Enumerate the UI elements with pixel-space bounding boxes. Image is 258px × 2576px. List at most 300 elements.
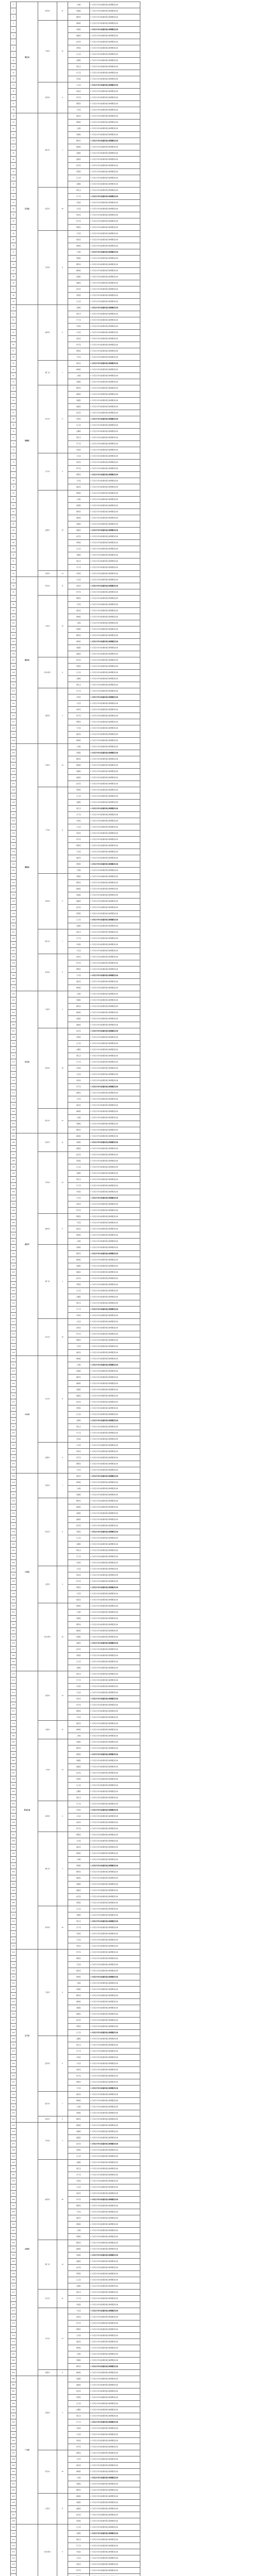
description-cell: 1.天河区沙河东街道防控区域调整的区域 (90, 2524, 140, 2531)
county-cell: 上城区 (68, 126, 90, 132)
county-cell: 鄞州区 (68, 1251, 90, 1257)
row-number-cell: 189 (11, 1164, 17, 1171)
row-number-cell: 238 (11, 1467, 17, 1473)
count-cell: 3 (57, 453, 68, 490)
county-cell: 岳麓区 (68, 305, 90, 311)
county-cell: 鼓楼区 (68, 899, 90, 905)
row-number-cell: 260 (11, 1603, 17, 1609)
county-cell: 南岗区 (68, 1943, 90, 1950)
description-cell: 1.天河区沙河东街道防控区域调整的区域 (90, 2184, 140, 2191)
county-cell: 锦江区 (68, 682, 90, 688)
county-cell: 姑苏区 (68, 534, 90, 540)
county-cell: 福田区 (68, 732, 90, 738)
county-cell: 天河区 (68, 725, 90, 732)
row-number-cell: 174 (11, 1072, 17, 1078)
row-number-cell: 271 (11, 1671, 17, 1677)
description-cell: 1.天河区沙河东街道防控区域调整的区域 (90, 688, 140, 694)
county-cell: 岳麓区 (68, 923, 90, 929)
description-cell: 1.天河区沙河东街道防控区域调整的区域 (90, 596, 140, 602)
row-number-cell: 126 (11, 775, 17, 781)
row-number-cell: 9 (11, 52, 17, 58)
county-cell: 小店区 (68, 1443, 90, 1449)
description-cell: 1.天河区沙河东街道防控区域调整的区域 (90, 2308, 140, 2314)
row-number-cell: 270 (11, 1665, 17, 1671)
city-cell: 长春市 (38, 744, 57, 787)
county-cell: 鄞州区 (68, 138, 90, 144)
table-row (11, 991, 140, 997)
description-cell: 1.天河区沙河东街道防控区域调整的区域 (90, 1164, 140, 1171)
county-cell: 朝阳区 (68, 472, 90, 478)
row-number-cell: 269 (11, 1659, 17, 1665)
county-cell: 天河区 (68, 1467, 90, 1473)
row-number-cell: 55 (11, 336, 17, 342)
county-cell: 市南区 (68, 200, 90, 206)
description-cell: 1.天河区沙河东街道防控区域调整的区域 (90, 404, 140, 410)
row-number-cell: 209 (11, 1288, 17, 1294)
row-number-cell: 16 (11, 95, 17, 101)
description-cell: 1.天河区沙河东街道防控区域调整的区域 (90, 218, 140, 225)
row-number-cell: 395 (11, 2438, 17, 2444)
city-cell: 太原市 (38, 2494, 57, 2524)
count-cell: 10 (57, 744, 68, 787)
county-cell: 历下区 (68, 1307, 90, 1313)
description-cell: 1.天河区沙河东街道防控区域调整的区域 (90, 1702, 140, 1708)
description-cell: 1.天河区沙河东街道防控区域调整的区域 (90, 732, 140, 738)
description-cell: 1.天河区沙河东街道防控区域调整的区域 (90, 2345, 140, 2351)
description-cell: 1.天河区沙河东街道防控区域调整的区域 (90, 2376, 140, 2382)
description-cell: 1.天河区沙河东街道防控区域调整的区域 (90, 385, 140, 392)
county-cell: 历下区 (68, 317, 90, 324)
county-cell: 市南区 (68, 324, 90, 330)
description-cell: 1.天河区沙河东街道防控区域调整的区域 (90, 1894, 140, 1900)
county-cell: 鼓楼区 (68, 33, 90, 39)
county-cell: 江汉区 (68, 793, 90, 800)
county-cell: 历下区 (68, 812, 90, 818)
description-cell: 1.天河区沙河东街道防控区域调整的区域 (90, 484, 140, 490)
county-cell: 鼓楼区 (68, 2135, 90, 2141)
county-cell: 南湖区 (68, 27, 90, 33)
description-cell: 1.天河区沙河东街道防控区域调整的区域 (90, 1337, 140, 1344)
row-number-cell: 256 (11, 1579, 17, 1585)
county-cell: 南湖区 (68, 2252, 90, 2259)
row-number-cell: 242 (11, 1492, 17, 1498)
county-cell: 南岗区 (68, 954, 90, 960)
row-number-cell: 57 (11, 348, 17, 354)
row-number-cell: 206 (11, 1269, 17, 1276)
row-number-cell: 357 (11, 2203, 17, 2209)
row-number-cell: 246 (11, 1517, 17, 1523)
row-number-cell: 180 (11, 1109, 17, 1115)
description-cell: 1.天河区沙河东街道防控区域调整的区域 (90, 237, 140, 243)
description-cell: 1.天河区沙河东街道防控区域调整的区域 (90, 8, 140, 14)
description-cell: 1.天河区沙河东街道防控区域调整的区域 (90, 633, 140, 639)
county-cell: 朝阳区 (68, 1832, 90, 1838)
row-number-cell: 90 (11, 552, 17, 558)
county-cell: 市南区 (68, 1313, 90, 1319)
description-cell: 1.天河区沙河东街道防控区域调整的区域 (90, 1072, 140, 1078)
description-cell: 1.天河区沙河东街道防控区域调整的区域 (90, 1004, 140, 1010)
row-number-cell: 314 (11, 1937, 17, 1943)
count-cell: 11 (57, 1721, 68, 1739)
count-cell: 6 (57, 2036, 68, 2092)
county-cell: 小店区 (68, 1195, 90, 1201)
county-cell: 朝阳区 (68, 1337, 90, 1344)
description-cell: 1.天河区沙河东街道防控区域调整的区域 (90, 410, 140, 416)
row-number-cell: 307 (11, 1894, 17, 1900)
description-cell: 1.天河区沙河东街道防控区域调整的区域 (90, 1535, 140, 1541)
county-cell: 鄞州区 (68, 1622, 90, 1628)
description-cell: 1.天河区沙河东街道防控区域调整的区域 (90, 89, 140, 95)
description-cell: 1.天河区沙河东街道防控区域调整的区域 (90, 398, 140, 404)
county-cell: 鄞州区 (68, 2364, 90, 2370)
county-cell: 禅城区 (68, 490, 90, 497)
row-number-cell: 46 (11, 280, 17, 286)
county-cell: 鹿城区 (68, 1133, 90, 1140)
row-number-cell: 73 (11, 447, 17, 453)
county-cell: 福田区 (68, 2463, 90, 2469)
row-number-cell: 77 (11, 472, 17, 478)
row-number-cell: 232 (11, 1430, 17, 1436)
county-cell: 西湖区 (68, 132, 90, 138)
description-cell: 1.天河区沙河东街道防控区域调整的区域 (90, 2209, 140, 2215)
county-cell: 西湖区 (68, 626, 90, 633)
row-number-cell: 284 (11, 1752, 17, 1758)
description-cell: 1.天河区沙河东街道防控区域调整的区域 (90, 2123, 140, 2129)
row-number-cell: 277 (11, 1708, 17, 1715)
row-number-cell: 122 (11, 750, 17, 756)
city-cell: 厦门市 (38, 361, 57, 385)
row-number-cell: 194 (11, 1195, 17, 1201)
row-number-cell: 308 (11, 1900, 17, 1906)
county-cell: 鄞州区 (68, 1498, 90, 1504)
row-number-cell: 369 (11, 2277, 17, 2283)
city-cell: 宁波市 (38, 991, 57, 1028)
city-cell: 南京市 (38, 2116, 57, 2123)
county-cell: 小店区 (68, 206, 90, 212)
row-number-cell: 106 (11, 651, 17, 657)
row-number-cell: 150 (11, 923, 17, 929)
row-number-cell: 178 (11, 1096, 17, 1103)
county-cell: 锦江区 (68, 806, 90, 812)
description-cell: 1.天河区沙河东街道防控区域调整的区域 (90, 1634, 140, 1640)
description-cell: 1.天河区沙河东街道防控区域调整的区域 (90, 1486, 140, 1492)
county-cell: 思明区 (68, 1776, 90, 1783)
row-number-cell: 332 (11, 2048, 17, 2055)
row-number-cell: 400 (11, 2469, 17, 2475)
description-cell: 1.天河区沙河东街道防控区域调整的区域 (90, 1121, 140, 1127)
description-cell: 1.天河区沙河东街道防控区域调整的区域 (90, 1226, 140, 1232)
county-cell: 历下区 (68, 688, 90, 694)
row-number-cell: 401 (11, 2475, 17, 2481)
county-cell: 锦江区 (68, 435, 90, 441)
description-cell: 1.天河区沙河东街道防控区域调整的区域 (90, 2086, 140, 2092)
row-number-cell: 12 (11, 70, 17, 76)
city-cell: 福州市 (38, 1214, 57, 1245)
description-cell: 1.天河区沙河东街道防控区域调整的区域 (90, 676, 140, 682)
row-number-cell: 124 (11, 762, 17, 769)
row-number-cell: 143 (11, 880, 17, 886)
description-cell: 1.天河区沙河东街道防控区域调整的区域 (90, 2042, 140, 2048)
county-cell: 江汉区 (68, 1659, 90, 1665)
county-cell: 西湖区 (68, 379, 90, 385)
description-cell: 1.天河区沙河东街道防控区域调整的区域 (90, 354, 140, 361)
description-cell: 1.天河区沙河东街道防控区域调整的区域 (90, 2092, 140, 2098)
county-cell: 小店区 (68, 577, 90, 583)
description-cell: 1.天河区沙河东街道防控区域调整的区域 (90, 855, 140, 861)
row-number-cell: 266 (11, 1640, 17, 1647)
description-cell: 1.天河区沙河东街道防控区域调整的区域 (90, 2005, 140, 2011)
description-cell: 1.天河区沙河东街道防控区域调整的区域 (90, 2463, 140, 2469)
row-number-cell: 313 (11, 1931, 17, 1937)
description-cell: 1.天河区沙河东街道防控区域调整的区域 (90, 2061, 140, 2067)
row-number-cell: 75 (11, 460, 17, 466)
row-number-cell: 288 (11, 1776, 17, 1783)
city-cell: 温州市 (38, 82, 57, 113)
county-cell: 西湖区 (68, 256, 90, 262)
county-cell: 锦江区 (68, 558, 90, 565)
county-cell: 上城区 (68, 249, 90, 256)
county-cell: 姑苏区 (68, 1028, 90, 1035)
county-cell: 小店区 (68, 2184, 90, 2191)
row-number-cell: 139 (11, 855, 17, 861)
count-cell: 13 (57, 2240, 68, 2290)
description-cell: 1.天河区沙河东街道防控区域调整的区域 (90, 169, 140, 175)
description-cell: 1.天河区沙河东街道防控区域调整的区域 (90, 379, 140, 385)
county-cell: 朝阳区 (68, 1956, 90, 1962)
row-number-cell: 137 (11, 843, 17, 849)
county-cell: 西湖区 (68, 1492, 90, 1498)
city-cell: 宁波市 (38, 1950, 57, 2036)
city-cell: 佛山市 (38, 929, 57, 954)
county-cell: 江汉区 (68, 1906, 90, 1912)
county-cell: 和平区 (68, 2444, 90, 2450)
description-cell: 1.天河区沙河东街道防控区域调整的区域 (90, 2314, 140, 2320)
row-number-cell: 74 (11, 453, 17, 460)
description-cell: 1.天河区沙河东街道防控区域调整的区域 (90, 138, 140, 144)
county-cell: 锦江区 (68, 1177, 90, 1183)
county-cell: 上城区 (68, 2, 90, 8)
description-cell: 1.天河区沙河东街道防控区域调整的区域 (90, 1956, 140, 1962)
row-number-cell: 221 (11, 1362, 17, 1368)
row-number-cell: 141 (11, 868, 17, 874)
description-cell: 1.天河区沙河东街道防控区域调整的区域 (90, 713, 140, 719)
description-cell: 1.天河区沙河东街道防控区域调整的区域 (90, 144, 140, 150)
row-number-cell: 347 (11, 2141, 17, 2147)
row-number-cell: 48 (11, 293, 17, 299)
row-number-cell: 140 (11, 861, 17, 868)
row-number-cell: 114 (11, 701, 17, 707)
description-cell: 1.天河区沙河东街道防控区域调整的区域 (90, 2296, 140, 2302)
description-cell: 1.天河区沙河东街道防控区域调整的区域 (90, 14, 140, 21)
count-cell: 9 (57, 2370, 68, 2376)
description-cell: 1.天河区沙河东街道防控区域调整的区域 (90, 2048, 140, 2055)
row-number-cell: 94 (11, 577, 17, 583)
county-cell: 上城区 (68, 2104, 90, 2110)
county-cell: 鹿城区 (68, 1504, 90, 1511)
description-cell: 1.天河区沙河东街道防控区域调整的区域 (90, 1035, 140, 1041)
county-cell: 思明区 (68, 416, 90, 422)
description-cell: 1.天河区沙河东街道防控区域调整的区域 (90, 1684, 140, 1690)
description-cell: 1.天河区沙河东街道防控区域调整的区域 (90, 694, 140, 701)
row-number-cell: 37 (11, 225, 17, 231)
row-number-cell: 128 (11, 787, 17, 793)
row-number-cell: 31 (11, 188, 17, 194)
description-cell: 1.天河区沙河东街道防控区域调整的区域 (90, 1257, 140, 1263)
county-cell: 岳麓区 (68, 1541, 90, 1548)
row-number-cell: 415 (11, 2562, 17, 2568)
row-number-cell: 230 (11, 1418, 17, 1424)
description-cell: 1.天河区沙河东街道防控区域调整的区域 (90, 2030, 140, 2036)
row-number-cell: 223 (11, 1375, 17, 1381)
description-cell: 1.天河区沙河东街道防控区域调整的区域 (90, 954, 140, 960)
row-number-cell: 304 (11, 1875, 17, 1882)
county-cell: 市南区 (68, 942, 90, 948)
county-cell: 岳麓区 (68, 2407, 90, 2413)
count-cell: 13 (57, 1109, 68, 1133)
description-cell: 1.天河区沙河东街道防控区域调整的区域 (90, 2543, 140, 2549)
province-cell: 山西省 (17, 1473, 38, 1671)
row-number-cell: 274 (11, 1690, 17, 1696)
description-cell: 1.天河区沙河东街道防控区域调整的区域 (90, 608, 140, 614)
city-cell: 青岛市 (38, 577, 57, 596)
row-number-cell: 414 (11, 2555, 17, 2562)
description-cell: 1.天河区沙河东街道防控区域调整的区域 (90, 1832, 140, 1838)
row-number-cell: 201 (11, 1239, 17, 1245)
row-number-cell: 161 (11, 991, 17, 997)
description-cell: 1.天河区沙河东街道防控区域调整的区域 (90, 1906, 140, 1912)
county-cell: 禅城区 (68, 861, 90, 868)
count-cell: 7 (57, 361, 68, 385)
county-cell: 市南区 (68, 2302, 90, 2308)
description-cell: 1.天河区沙河东街道防控区域调整的区域 (90, 1838, 140, 1844)
description-cell: 1.天河区沙河东街道防控区域调整的区域 (90, 1276, 140, 1282)
county-cell: 南岗区 (68, 336, 90, 342)
county-cell: 南湖区 (68, 1511, 90, 1517)
county-cell: 和平区 (68, 589, 90, 596)
description-cell: 1.天河区沙河东街道防控区域调整的区域 (90, 188, 140, 194)
row-number-cell: 6 (11, 33, 17, 39)
description-cell: 1.天河区沙河东街道防控区域调整的区域 (90, 614, 140, 620)
row-number-cell: 333 (11, 2055, 17, 2061)
description-cell: 1.天河区沙河东街道防控区域调整的区域 (90, 1127, 140, 1133)
row-number-cell: 173 (11, 1065, 17, 1072)
row-number-cell: 289 (11, 1783, 17, 1789)
row-number-cell: 349 (11, 2154, 17, 2160)
row-number-cell: 231 (11, 1424, 17, 1430)
description-cell: 1.天河区沙河东街道防控区域调整的区域 (90, 1171, 140, 1177)
county-cell: 姑苏区 (68, 2265, 90, 2271)
description-cell: 1.天河区沙河东街道防控区域调整的区域 (90, 2135, 140, 2141)
row-number-cell: 35 (11, 212, 17, 218)
county-cell: 和平区 (68, 1084, 90, 1090)
county-cell: 南湖区 (68, 769, 90, 775)
county-cell: 鹿城区 (68, 21, 90, 27)
county-cell: 上城区 (68, 620, 90, 626)
county-cell: 历下区 (68, 1183, 90, 1189)
count-cell: 12 (57, 21, 68, 82)
row-number-cell: 207 (11, 1276, 17, 1282)
description-cell: 1.天河区沙河东街道防控区域调整的区域 (90, 2518, 140, 2524)
description-cell: 1.天河区沙河东街道防控区域调整的区域 (90, 2537, 140, 2543)
row-number-cell: 297 (11, 1832, 17, 1838)
row-number-cell: 263 (11, 1622, 17, 1628)
description-cell: 1.天河区沙河东街道防控区域调整的区域 (90, 1603, 140, 1609)
row-number-cell: 54 (11, 330, 17, 336)
county-cell: 南湖区 (68, 150, 90, 157)
row-number-cell: 28 (11, 169, 17, 175)
county-cell: 禅城区 (68, 1232, 90, 1239)
county-cell: 岳麓区 (68, 800, 90, 806)
description-cell: 1.天河区沙河东街道防控区域调整的区域 (90, 1109, 140, 1115)
city-cell: 杭州市 (38, 954, 57, 991)
city-cell: 杭州市 (38, 2, 57, 21)
city-cell: 苏州市 (38, 1152, 57, 1214)
row-number-cell: 408 (11, 2518, 17, 2524)
count-cell: 12 (57, 2308, 68, 2370)
description-cell: 1.天河区沙河东街道防控区域调整的区域 (90, 546, 140, 552)
description-cell: 1.天河区沙河东街道防控区域调整的区域 (90, 1820, 140, 1826)
county-cell: 历下区 (68, 441, 90, 447)
description-cell: 1.天河区沙河东街道防控区域调整的区域 (90, 744, 140, 750)
county-cell: 朝阳区 (68, 1214, 90, 1220)
city-cell: 武汉市 (38, 2290, 57, 2308)
county-cell: 南岗区 (68, 1449, 90, 1455)
county-cell: 思明区 (68, 1653, 90, 1659)
county-cell: 天河区 (68, 2333, 90, 2339)
description-cell: 1.天河区沙河东街道防控区域调整的区域 (90, 1801, 140, 1807)
row-number-cell: 388 (11, 2395, 17, 2401)
description-cell: 1.天河区沙河东街道防控区域调整的区域 (90, 1900, 140, 1906)
description-cell: 1.天河区沙河东街道防控区域调整的区域 (90, 33, 140, 39)
row-number-cell: 355 (11, 2191, 17, 2197)
description-cell: 1.天河区沙河东街道防控区域调整的区域 (90, 1919, 140, 1925)
county-cell: 市南区 (68, 1931, 90, 1937)
count-cell: 15 (57, 1603, 68, 1671)
row-number-cell: 47 (11, 286, 17, 293)
description-cell: 1.天河区沙河东街道防控区域调整的区域 (90, 1980, 140, 1987)
county-cell: 天河区 (68, 1715, 90, 1721)
description-cell: 1.天河区沙河东街道防控区域调整的区域 (90, 1393, 140, 1399)
row-number-cell: 338 (11, 2086, 17, 2092)
county-cell: 南岗区 (68, 831, 90, 837)
row-number-cell: 228 (11, 1405, 17, 1412)
description-cell: 1.天河区沙河东街道防控区域调整的区域 (90, 70, 140, 76)
description-cell: 1.天河区沙河东街道防控区域调整的区域 (90, 1232, 140, 1239)
description-cell: 1.天河区沙河东街道防控区域调整的区域 (90, 107, 140, 113)
description-cell: 1.天河区沙河东街道防控区域调整的区域 (90, 1195, 140, 1201)
description-cell: 1.天河区沙河东街道防控区域调整的区域 (90, 725, 140, 732)
description-cell: 1.天河区沙河东街道防控区域调整的区域 (90, 1183, 140, 1189)
county-cell: 南岗区 (68, 2314, 90, 2320)
description-cell: 1.天河区沙河东街道防控区域调整的区域 (90, 1523, 140, 1529)
row-number-cell: 317 (11, 1956, 17, 1962)
county-cell: 历下区 (68, 936, 90, 942)
county-cell: 小店区 (68, 1690, 90, 1696)
description-cell: 1.天河区沙河东街道防控区域调整的区域 (90, 1925, 140, 1931)
county-cell: 南湖区 (68, 2129, 90, 2135)
description-cell: 1.天河区沙河东街道防控区域调整的区域 (90, 1344, 140, 1350)
county-cell: 和平区 (68, 1702, 90, 1708)
county-cell: 和平区 (68, 2197, 90, 2203)
county-cell: 市南区 (68, 1065, 90, 1072)
description-cell: 1.天河区沙河东街道防控区域调整的区域 (90, 1783, 140, 1789)
row-number-cell: 331 (11, 2042, 17, 2048)
description-cell: 1.天河区沙河东街道防控区域调整的区域 (90, 1362, 140, 1368)
count-cell: 9 (57, 657, 68, 688)
county-cell: 岳麓区 (68, 552, 90, 558)
row-number-cell: 257 (11, 1585, 17, 1591)
row-number-cell: 275 (11, 1696, 17, 1702)
